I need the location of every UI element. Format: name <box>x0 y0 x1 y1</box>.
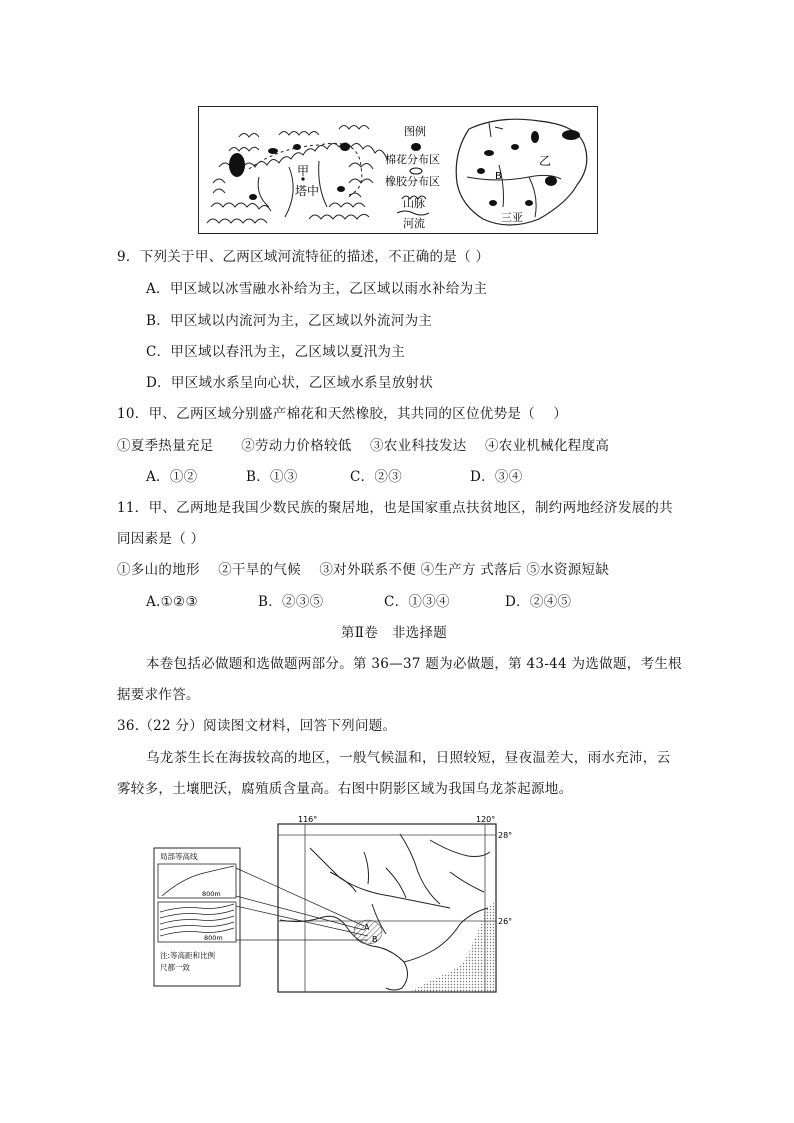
map-xinjiang-hainan <box>198 106 598 234</box>
label-a: A <box>364 923 370 932</box>
legend-river: 河流 <box>403 217 425 230</box>
rubber-areas <box>477 130 580 206</box>
cotton-area <box>249 194 257 200</box>
hainan-mark <box>489 123 503 137</box>
map2-svg <box>150 812 513 998</box>
inset-contour-a <box>158 864 236 898</box>
label-b: B <box>372 935 378 944</box>
cotton-area <box>293 144 301 150</box>
q11-option-b: B．②③⑤ <box>258 594 324 610</box>
q10-option-a: A．①② <box>146 469 198 485</box>
label-tazhong: 塔中 <box>295 184 320 198</box>
legend-rubber: 橡胶分布区 <box>385 175 440 188</box>
legend-mountain: 山脉 <box>403 197 425 210</box>
inset-800-top: 800m <box>202 890 221 898</box>
q11-option-d: D．②④⑤ <box>505 594 572 610</box>
legend-rubber-icon <box>410 168 422 174</box>
inset-note-line2: 尺都一致 <box>160 963 190 972</box>
section2-title: 第Ⅱ卷 非选择题 <box>341 625 448 641</box>
map1-svg <box>199 107 597 233</box>
section2-intro-line1: 本卷包括必做题和选做题两部分。第 36—37 题为必做题，第 43-44 为选做题，考生根 <box>146 656 682 672</box>
label-jia: 甲 <box>297 164 310 178</box>
map-fujian-oolong <box>150 812 513 998</box>
q36-stem: 36.（22 分）阅读图文材料，回答下列问题。 <box>117 718 397 734</box>
q9-option-d: D．甲区域水系呈向心状，乙区域水系呈放射状 <box>146 375 434 391</box>
label-sanya: 三亚 <box>501 211 523 224</box>
q10-items: ①夏季热量充足 ②劳动力价格较低 ③农业科技发达 ④农业机械化程度高 <box>117 438 610 454</box>
q36-para-line1: 乌龙茶生长在海拔较高的地区，一般气候温和，日照较短，昼夜温差大，雨水充沛，云 <box>146 750 671 766</box>
legend-cotton: 棉花分布区 <box>385 153 440 166</box>
q9-option-c: C．甲区域以春汛为主，乙区域以夏汛为主 <box>146 344 406 360</box>
q11-items: ①多山的地形 ②干旱的气候 ③对外联系不便 ④生产方 式落后 ⑤水资源短缺 <box>117 562 610 578</box>
q9-option-b: B．甲区域以内流河为主，乙区域以外流河为主 <box>146 313 433 329</box>
inset-800-bottom: 800m <box>204 934 223 942</box>
q9-option-a: A．甲区域以冰雪融水补给为主，乙区域以雨水补给为主 <box>146 281 488 297</box>
q10-option-b: B．①③ <box>246 469 298 485</box>
q10-stem: 10．甲、乙两区域分别盛产棉花和天然橡胶，其共同的区位优势是（ ） <box>117 406 568 422</box>
q11-stem-line2: 同因素是（ ） <box>117 531 205 547</box>
lat-28-label: 28° <box>498 831 513 840</box>
cotton-area <box>229 153 245 177</box>
cotton-area <box>268 148 278 154</box>
label-b-map1: B <box>495 171 502 182</box>
section2-intro-line2: 据要求作答。 <box>117 687 200 703</box>
lat-26-label: 26° <box>498 917 513 926</box>
label-yi: 乙 <box>539 154 552 168</box>
lon-120-label: 120° <box>476 815 496 824</box>
q10-option-d: D．③④ <box>470 469 523 485</box>
legend-title: 图例 <box>404 125 426 138</box>
q11-option-a: A.①②③ <box>146 594 198 610</box>
q9-stem: 9．下列关于甲、乙两区域河流特征的描述，不正确的是（ ） <box>117 249 490 265</box>
cotton-area <box>337 186 345 192</box>
q36-para-line2: 雾较多，土壤肥沃，腐殖质含量高。右图中阴影区域为我国乌龙茶起源地。 <box>117 781 573 797</box>
legend-river-icon <box>397 211 429 215</box>
legend-cotton-icon <box>411 143 421 151</box>
cotton-area <box>340 143 350 151</box>
inset-title: 局部等高线 <box>160 852 198 861</box>
q11-option-c: C．①③④ <box>384 594 450 610</box>
q11-stem-line1: 11．甲、乙两地是我国少数民族的聚居地，也是国家重点扶贫地区，制约两地经济发展的共 <box>117 500 673 516</box>
lon-116-label: 116° <box>298 815 318 824</box>
q10-option-c: C．②③ <box>350 469 403 485</box>
inset-note-line1: 注:等高距和比例 <box>160 951 216 960</box>
